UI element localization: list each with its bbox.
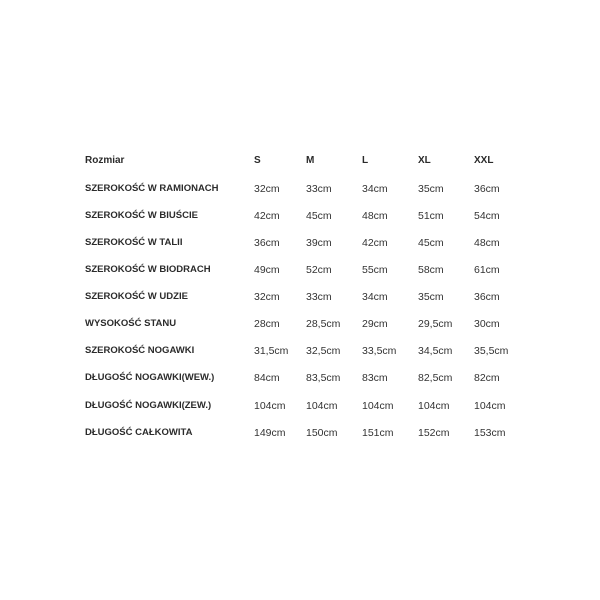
size-header-xxl: XXL <box>474 155 494 166</box>
cell-value-m: 39cm <box>306 237 332 249</box>
cell-value-s: 36cm <box>254 237 280 249</box>
cell-value-s: 32cm <box>254 183 280 195</box>
cell-value-xl: 82,5cm <box>418 372 453 384</box>
cell-value-m: 45cm <box>306 210 332 222</box>
cell-value-l: 33,5cm <box>362 345 397 357</box>
cell-value-s: 28cm <box>254 318 280 330</box>
row-label: SZEROKOŚĆ NOGAWKI <box>85 345 195 356</box>
table-row <box>0 233 600 253</box>
cell-value-l: 34cm <box>362 183 388 195</box>
cell-value-m: 150cm <box>306 427 338 439</box>
table-row <box>0 396 600 416</box>
cell-value-xl: 152cm <box>418 427 450 439</box>
row-label: DŁUGOŚĆ CAŁKOWITA <box>85 427 193 438</box>
cell-value-s: 49cm <box>254 264 280 276</box>
table-header-row <box>0 151 600 171</box>
size-header-xl: XL <box>418 155 431 166</box>
cell-value-xxl: 30cm <box>474 318 500 330</box>
cell-value-xl: 45cm <box>418 237 444 249</box>
cell-value-m: 28,5cm <box>306 318 341 330</box>
size-header-l: L <box>362 155 369 166</box>
cell-value-xl: 104cm <box>418 400 450 412</box>
size-header-m: M <box>306 155 315 166</box>
row-label: SZEROKOŚĆ W BIUŚCIE <box>85 210 198 221</box>
table-row <box>0 368 600 388</box>
cell-value-xxl: 61cm <box>474 264 500 276</box>
table-row <box>0 314 600 334</box>
cell-value-s: 32cm <box>254 291 280 303</box>
cell-value-xl: 34,5cm <box>418 345 453 357</box>
cell-value-l: 55cm <box>362 264 388 276</box>
cell-value-l: 104cm <box>362 400 394 412</box>
cell-value-m: 33cm <box>306 291 332 303</box>
row-label: WYSOKOŚĆ STANU <box>85 318 177 329</box>
cell-value-xxl: 36cm <box>474 291 500 303</box>
cell-value-s: 31,5cm <box>254 345 289 357</box>
cell-value-xxl: 153cm <box>474 427 506 439</box>
cell-value-xl: 51cm <box>418 210 444 222</box>
cell-value-m: 33cm <box>306 183 332 195</box>
cell-value-m: 52cm <box>306 264 332 276</box>
cell-value-l: 42cm <box>362 237 388 249</box>
cell-value-xxl: 35,5cm <box>474 345 509 357</box>
table-row <box>0 206 600 226</box>
row-label: SZEROKOŚĆ W BIODRACH <box>85 264 211 275</box>
cell-value-l: 151cm <box>362 427 394 439</box>
table-row <box>0 179 600 199</box>
cell-value-xxl: 36cm <box>474 183 500 195</box>
row-label: SZEROKOŚĆ W UDZIE <box>85 291 188 302</box>
cell-value-xxl: 104cm <box>474 400 506 412</box>
cell-value-s: 104cm <box>254 400 286 412</box>
table-row <box>0 287 600 307</box>
cell-value-s: 149cm <box>254 427 286 439</box>
cell-value-xl: 29,5cm <box>418 318 453 330</box>
cell-value-xl: 35cm <box>418 291 444 303</box>
cell-value-m: 104cm <box>306 400 338 412</box>
table-row <box>0 260 600 280</box>
cell-value-s: 84cm <box>254 372 280 384</box>
cell-value-l: 83cm <box>362 372 388 384</box>
row-label: SZEROKOŚĆ W RAMIONACH <box>85 183 219 194</box>
cell-value-xl: 35cm <box>418 183 444 195</box>
row-label: DŁUGOŚĆ NOGAWKI(WEW.) <box>85 372 215 383</box>
cell-value-m: 83,5cm <box>306 372 341 384</box>
cell-value-xxl: 48cm <box>474 237 500 249</box>
table-row <box>0 423 600 443</box>
cell-value-xxl: 82cm <box>474 372 500 384</box>
row-label: DŁUGOŚĆ NOGAWKI(ZEW.) <box>85 400 212 411</box>
cell-value-s: 42cm <box>254 210 280 222</box>
cell-value-l: 48cm <box>362 210 388 222</box>
cell-value-l: 29cm <box>362 318 388 330</box>
cell-value-xl: 58cm <box>418 264 444 276</box>
cell-value-m: 32,5cm <box>306 345 341 357</box>
header-label-rozmiar: Rozmiar <box>85 155 125 166</box>
table-row <box>0 341 600 361</box>
size-header-s: S <box>254 155 261 166</box>
cell-value-l: 34cm <box>362 291 388 303</box>
row-label: SZEROKOŚĆ W TALII <box>85 237 183 248</box>
cell-value-xxl: 54cm <box>474 210 500 222</box>
